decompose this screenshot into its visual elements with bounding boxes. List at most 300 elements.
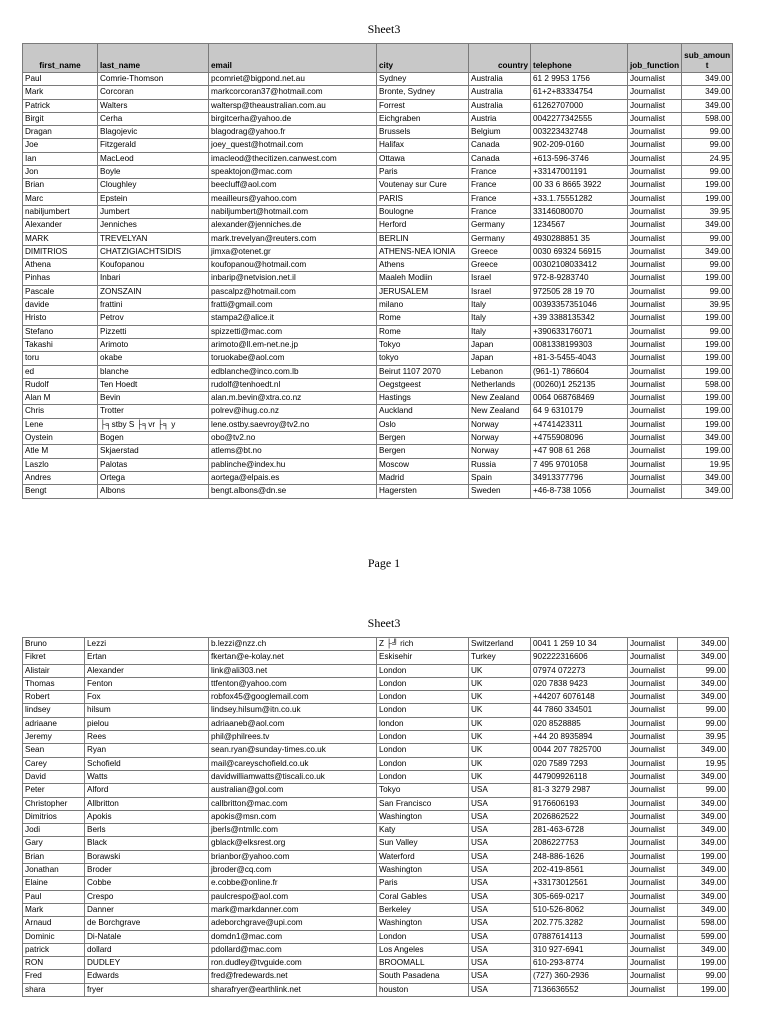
- table-row: [23, 432, 733, 445]
- sub-amount-cell: 598.00: [682, 378, 733, 391]
- email-cell: jbroder@cq.com: [209, 864, 377, 877]
- last-name-cell: Schofield: [85, 757, 209, 770]
- first-name-cell: Bruno: [23, 638, 85, 651]
- job-function-cell: Journalist: [628, 365, 682, 378]
- email-cell: arimoto@ll.em-net.ne.jp: [209, 338, 377, 351]
- table-row: [23, 471, 733, 484]
- table-row: [23, 325, 733, 338]
- last-name-cell: Watts: [85, 770, 209, 783]
- last-name-cell: Borawski: [85, 850, 209, 863]
- first-name-cell: Birgit: [23, 112, 98, 125]
- sub-amount-cell: 598.00: [682, 112, 733, 125]
- table-row: [23, 717, 729, 730]
- job-function-cell: Journalist: [628, 930, 678, 943]
- city-cell: Eichgraben: [377, 112, 469, 125]
- first-name-cell: Carey: [23, 757, 85, 770]
- sub-amount-cell: 349.00: [678, 943, 729, 956]
- job-function-cell: Journalist: [628, 864, 678, 877]
- city-cell: Eskisehir: [377, 651, 469, 664]
- city-cell: Z ├╝ rich: [377, 638, 469, 651]
- last-name-cell: Trotter: [98, 405, 209, 418]
- country-cell: Australia: [469, 86, 531, 99]
- country-cell: Switzerland: [469, 638, 531, 651]
- sub-amount-cell: 199.00: [682, 272, 733, 285]
- first-name-cell: Jodi: [23, 824, 85, 837]
- email-cell: spizzetti@mac.com: [209, 325, 377, 338]
- email-cell: atlems@bt.no: [209, 445, 377, 458]
- table-row: [23, 797, 729, 810]
- table-row: [23, 704, 729, 717]
- last-name-cell: Epstein: [98, 192, 209, 205]
- telephone-cell: 972-8-9283740: [531, 272, 628, 285]
- last-name-cell: Corcoran: [98, 86, 209, 99]
- city-cell: London: [377, 677, 469, 690]
- email-cell: b.lezzi@nzz.ch: [209, 638, 377, 651]
- country-cell: France: [469, 192, 531, 205]
- country-cell: New Zealand: [469, 405, 531, 418]
- sub-amount-cell: 24.95: [682, 152, 733, 165]
- email-cell: speaktojon@mac.com: [209, 166, 377, 179]
- telephone-cell: 61262707000: [531, 99, 628, 112]
- table-row: [23, 352, 733, 365]
- column-header-last-name: last_name: [98, 44, 209, 73]
- job-function-cell: Journalist: [628, 485, 682, 498]
- sub-amount-cell: 349.00: [678, 691, 729, 704]
- email-cell: sharafryer@earthlink.net: [209, 983, 377, 996]
- table-row: [23, 112, 733, 125]
- telephone-cell: 00393357351046: [531, 299, 628, 312]
- country-cell: UK: [469, 677, 531, 690]
- sub-amount-cell: 99.00: [682, 285, 733, 298]
- first-name-cell: ed: [23, 365, 98, 378]
- last-name-cell: Cerha: [98, 112, 209, 125]
- city-cell: BROOMALL: [377, 957, 469, 970]
- email-cell: edblanche@inco.com.lb: [209, 365, 377, 378]
- job-function-cell: Journalist: [628, 471, 682, 484]
- telephone-cell: +44207 6076148: [531, 691, 628, 704]
- country-cell: USA: [469, 917, 531, 930]
- table-row: [23, 917, 729, 930]
- table-row: [23, 232, 733, 245]
- page-number: Page 1: [367, 556, 401, 570]
- email-cell: stampa2@alice.it: [209, 312, 377, 325]
- table-row: [23, 73, 733, 86]
- city-cell: Herford: [377, 219, 469, 232]
- spreadsheet-table-page2: [22, 637, 729, 997]
- first-name-cell: Jon: [23, 166, 98, 179]
- last-name-cell: Di-Natale: [85, 930, 209, 943]
- telephone-cell: +33.1.75551282: [531, 192, 628, 205]
- first-name-cell: Jonathan: [23, 864, 85, 877]
- city-cell: milano: [377, 299, 469, 312]
- email-cell: fred@fredewards.net: [209, 970, 377, 983]
- table-row: [23, 405, 733, 418]
- last-name-cell: Broder: [85, 864, 209, 877]
- sub-amount-cell: 99.00: [682, 232, 733, 245]
- table-row: [23, 166, 733, 179]
- telephone-cell: 7 495 9701058: [531, 458, 628, 471]
- table-row: [23, 824, 729, 837]
- job-function-cell: Journalist: [628, 638, 678, 651]
- column-header-city: city: [377, 44, 469, 73]
- first-name-cell: Dominic: [23, 930, 85, 943]
- last-name-cell: Petrov: [98, 312, 209, 325]
- table-row: [23, 930, 729, 943]
- table-row: [23, 731, 729, 744]
- telephone-cell: +46-8-738 1056: [531, 485, 628, 498]
- email-cell: inbarip@netvision.net.il: [209, 272, 377, 285]
- first-name-cell: Dragan: [23, 126, 98, 139]
- telephone-cell: 07974 072273: [531, 664, 628, 677]
- telephone-cell: 972505 28 19 70: [531, 285, 628, 298]
- sheet-title-2: Sheet3: [367, 616, 401, 630]
- sub-amount-cell: 199.00: [682, 418, 733, 431]
- job-function-cell: Journalist: [628, 917, 678, 930]
- telephone-cell: +39 3388135342: [531, 312, 628, 325]
- job-function-cell: Journalist: [628, 983, 678, 996]
- last-name-cell: Rees: [85, 731, 209, 744]
- job-function-cell: Journalist: [628, 824, 678, 837]
- job-function-cell: Journalist: [628, 86, 682, 99]
- country-cell: Germany: [469, 232, 531, 245]
- last-name-cell: Fox: [85, 691, 209, 704]
- telephone-cell: 0042277342555: [531, 112, 628, 125]
- last-name-cell: Cobbe: [85, 877, 209, 890]
- job-function-cell: Journalist: [628, 903, 678, 916]
- email-cell: pascalpz@hotmail.com: [209, 285, 377, 298]
- country-cell: USA: [469, 903, 531, 916]
- last-name-cell: Fitzgerald: [98, 139, 209, 152]
- city-cell: Athens: [377, 259, 469, 272]
- sub-amount-cell: 599.00: [678, 930, 729, 943]
- job-function-cell: Journalist: [628, 126, 682, 139]
- last-name-cell: Cloughley: [98, 179, 209, 192]
- city-cell: London: [377, 930, 469, 943]
- telephone-cell: 0064 068768469: [531, 392, 628, 405]
- sub-amount-cell: 99.00: [682, 259, 733, 272]
- email-cell: joey_quest@hotmail.com: [209, 139, 377, 152]
- job-function-cell: Journalist: [628, 392, 682, 405]
- city-cell: Paris: [377, 166, 469, 179]
- job-function-cell: Journalist: [628, 325, 682, 338]
- country-cell: UK: [469, 704, 531, 717]
- first-name-cell: RON: [23, 957, 85, 970]
- city-cell: Bergen: [377, 432, 469, 445]
- first-name-cell: Alistair: [23, 664, 85, 677]
- job-function-cell: Journalist: [628, 192, 682, 205]
- job-function-cell: Journalist: [628, 837, 678, 850]
- sub-amount-cell: 99.00: [678, 704, 729, 717]
- email-cell: lene.ostby.saevroy@tv2.no: [209, 418, 377, 431]
- first-name-cell: adriaane: [23, 717, 85, 730]
- sub-amount-cell: 39.95: [682, 205, 733, 218]
- country-cell: Norway: [469, 432, 531, 445]
- first-name-cell: Andres: [23, 471, 98, 484]
- telephone-cell: 2026862522: [531, 810, 628, 823]
- country-cell: Australia: [469, 73, 531, 86]
- email-cell: adriaaneb@aol.com: [209, 717, 377, 730]
- telephone-cell: 0081338199303: [531, 338, 628, 351]
- country-cell: USA: [469, 784, 531, 797]
- country-cell: France: [469, 179, 531, 192]
- job-function-cell: Journalist: [628, 797, 678, 810]
- country-cell: Israel: [469, 285, 531, 298]
- sub-amount-cell: 349.00: [678, 744, 729, 757]
- email-cell: alan.m.bevin@xtra.co.nz: [209, 392, 377, 405]
- country-cell: UK: [469, 664, 531, 677]
- table-row: [23, 392, 733, 405]
- telephone-cell: 2086227753: [531, 837, 628, 850]
- table-row: [23, 219, 733, 232]
- country-cell: UK: [469, 744, 531, 757]
- city-cell: Hagersten: [377, 485, 469, 498]
- sub-amount-cell: 99.00: [678, 717, 729, 730]
- telephone-cell: 34913377796: [531, 471, 628, 484]
- email-cell: bengt.albons@dn.se: [209, 485, 377, 498]
- first-name-cell: Sean: [23, 744, 85, 757]
- city-cell: BERLIN: [377, 232, 469, 245]
- country-cell: USA: [469, 877, 531, 890]
- telephone-cell: 44 7860 334501: [531, 704, 628, 717]
- job-function-cell: Journalist: [628, 232, 682, 245]
- email-cell: markcorcoran37@hotmail.com: [209, 86, 377, 99]
- telephone-cell: +47 908 61 268: [531, 445, 628, 458]
- country-cell: USA: [469, 970, 531, 983]
- sub-amount-cell: 99.00: [682, 126, 733, 139]
- last-name-cell: okabe: [98, 352, 209, 365]
- sub-amount-cell: 349.00: [682, 245, 733, 258]
- first-name-cell: Mark: [23, 903, 85, 916]
- job-function-cell: Journalist: [628, 651, 678, 664]
- telephone-cell: 61+2+83334754: [531, 86, 628, 99]
- email-cell: jberls@ntmllc.com: [209, 824, 377, 837]
- country-cell: USA: [469, 810, 531, 823]
- first-name-cell: Bengt: [23, 485, 98, 498]
- email-cell: pablinche@index.hu: [209, 458, 377, 471]
- table-row: [23, 638, 729, 651]
- last-name-cell: TREVELYAN: [98, 232, 209, 245]
- city-cell: Rome: [377, 325, 469, 338]
- first-name-cell: Rudolf: [23, 378, 98, 391]
- table-row: [23, 192, 733, 205]
- first-name-cell: Peter: [23, 784, 85, 797]
- city-cell: ATHENS-NEA IONIA: [377, 245, 469, 258]
- first-name-cell: Alan M: [23, 392, 98, 405]
- email-cell: mark.trevelyan@reuters.com: [209, 232, 377, 245]
- city-cell: Halifax: [377, 139, 469, 152]
- first-name-cell: Takashi: [23, 338, 98, 351]
- telephone-cell: 305-669-0217: [531, 890, 628, 903]
- sub-amount-cell: 349.00: [678, 810, 729, 823]
- email-cell: e.cobbe@online.fr: [209, 877, 377, 890]
- table-row: [23, 890, 729, 903]
- telephone-cell: 00302108033412: [531, 259, 628, 272]
- telephone-cell: 202-419-8561: [531, 864, 628, 877]
- table-row: [23, 299, 733, 312]
- email-cell: mail@careyschofield.co.uk: [209, 757, 377, 770]
- city-cell: Moscow: [377, 458, 469, 471]
- country-cell: Italy: [469, 325, 531, 338]
- sub-amount-cell: 199.00: [682, 445, 733, 458]
- city-cell: Madrid: [377, 471, 469, 484]
- first-name-cell: Alexander: [23, 219, 98, 232]
- country-cell: Italy: [469, 299, 531, 312]
- last-name-cell: Ertan: [85, 651, 209, 664]
- last-name-cell: ZONSZAIN: [98, 285, 209, 298]
- telephone-cell: (961-1) 786604: [531, 365, 628, 378]
- table-row: [23, 810, 729, 823]
- job-function-cell: Journalist: [628, 352, 682, 365]
- email-cell: ron.dudley@tvguide.com: [209, 957, 377, 970]
- city-cell: houston: [377, 983, 469, 996]
- city-cell: Auckland: [377, 405, 469, 418]
- telephone-cell: 0044 207 7825700: [531, 744, 628, 757]
- telephone-cell: 4930288851 35: [531, 232, 628, 245]
- country-cell: Canada: [469, 152, 531, 165]
- country-cell: Japan: [469, 338, 531, 351]
- sub-amount-cell: 349.00: [678, 677, 729, 690]
- table-row: [23, 418, 733, 431]
- country-cell: USA: [469, 957, 531, 970]
- table-row: [23, 338, 733, 351]
- city-cell: Coral Gables: [377, 890, 469, 903]
- email-cell: birgitcerha@yahoo.de: [209, 112, 377, 125]
- first-name-cell: Elaine: [23, 877, 85, 890]
- last-name-cell: Koufopanou: [98, 259, 209, 272]
- city-cell: Tokyo: [377, 338, 469, 351]
- telephone-cell: 0030 69324 56915: [531, 245, 628, 258]
- job-function-cell: Journalist: [628, 285, 682, 298]
- first-name-cell: Ian: [23, 152, 98, 165]
- last-name-cell: Apokis: [85, 810, 209, 823]
- city-cell: Maaleh Modiin: [377, 272, 469, 285]
- first-name-cell: Christopher: [23, 797, 85, 810]
- telephone-cell: 902-209-0160: [531, 139, 628, 152]
- table-row: [23, 770, 729, 783]
- table-row: [23, 99, 733, 112]
- job-function-cell: Journalist: [628, 757, 678, 770]
- first-name-cell: Paul: [23, 890, 85, 903]
- job-function-cell: Journalist: [628, 957, 678, 970]
- sub-amount-cell: 199.00: [682, 365, 733, 378]
- email-cell: davidwilliamwatts@tiscali.co.uk: [209, 770, 377, 783]
- country-cell: USA: [469, 890, 531, 903]
- last-name-cell: Pizzetti: [98, 325, 209, 338]
- table-row: [23, 970, 729, 983]
- first-name-cell: Paul: [23, 73, 98, 86]
- job-function-cell: Journalist: [628, 405, 682, 418]
- city-cell: Forrest: [377, 99, 469, 112]
- last-name-cell: Fenton: [85, 677, 209, 690]
- column-header-country: country: [469, 44, 531, 73]
- last-name-cell: Albons: [98, 485, 209, 498]
- last-name-cell: Lezzi: [85, 638, 209, 651]
- city-cell: tokyo: [377, 352, 469, 365]
- telephone-cell: +4755908096: [531, 432, 628, 445]
- email-cell: lindsey.hilsum@itn.co.uk: [209, 704, 377, 717]
- last-name-cell: Alexander: [85, 664, 209, 677]
- city-cell: Rome: [377, 312, 469, 325]
- first-name-cell: Brian: [23, 850, 85, 863]
- job-function-cell: Journalist: [628, 112, 682, 125]
- table-row: [23, 957, 729, 970]
- last-name-cell: frattini: [98, 299, 209, 312]
- job-function-cell: Journalist: [628, 458, 682, 471]
- telephone-cell: +44 20 8935894: [531, 731, 628, 744]
- job-function-cell: Journalist: [628, 784, 678, 797]
- table-row: [23, 757, 729, 770]
- last-name-cell: DUDLEY: [85, 957, 209, 970]
- table-row: [23, 651, 729, 664]
- country-cell: USA: [469, 850, 531, 863]
- country-cell: New Zealand: [469, 392, 531, 405]
- telephone-cell: 9176606193: [531, 797, 628, 810]
- job-function-cell: Journalist: [628, 445, 682, 458]
- first-name-cell: DIMITRIOS: [23, 245, 98, 258]
- email-cell: rudolf@tenhoedt.nl: [209, 378, 377, 391]
- sub-amount-cell: 199.00: [682, 179, 733, 192]
- email-cell: toruokabe@aol.com: [209, 352, 377, 365]
- last-name-cell: Edwards: [85, 970, 209, 983]
- email-cell: pcomriet@bigpond.net.au: [209, 73, 377, 86]
- sub-amount-cell: 349.00: [678, 890, 729, 903]
- country-cell: Spain: [469, 471, 531, 484]
- telephone-cell: 0041 1 259 10 34: [531, 638, 628, 651]
- table-row: [23, 445, 733, 458]
- first-name-cell: nabiljumbert: [23, 205, 98, 218]
- country-cell: Lebanon: [469, 365, 531, 378]
- job-function-cell: Journalist: [628, 731, 678, 744]
- last-name-cell: MacLeod: [98, 152, 209, 165]
- city-cell: Paris: [377, 877, 469, 890]
- email-cell: brianbor@yahoo.com: [209, 850, 377, 863]
- country-cell: UK: [469, 731, 531, 744]
- last-name-cell: Ryan: [85, 744, 209, 757]
- first-name-cell: Arnaud: [23, 917, 85, 930]
- telephone-cell: 447909926118: [531, 770, 628, 783]
- country-cell: UK: [469, 757, 531, 770]
- telephone-cell: 020 7838 9423: [531, 677, 628, 690]
- first-name-cell: Stefano: [23, 325, 98, 338]
- city-cell: South Pasadena: [377, 970, 469, 983]
- last-name-cell: Boyle: [98, 166, 209, 179]
- email-cell: fkertan@e-kolay.net: [209, 651, 377, 664]
- city-cell: PARIS: [377, 192, 469, 205]
- job-function-cell: Journalist: [628, 219, 682, 232]
- column-header-email: email: [209, 44, 377, 73]
- telephone-cell: 202.775.3282: [531, 917, 628, 930]
- city-cell: Sydney: [377, 73, 469, 86]
- city-cell: Oegstgeest: [377, 378, 469, 391]
- city-cell: Berkeley: [377, 903, 469, 916]
- email-cell: australian@gol.com: [209, 784, 377, 797]
- first-name-cell: Fred: [23, 970, 85, 983]
- telephone-cell: 33146080070: [531, 205, 628, 218]
- country-cell: USA: [469, 943, 531, 956]
- first-name-cell: Brian: [23, 179, 98, 192]
- country-cell: Israel: [469, 272, 531, 285]
- city-cell: Bergen: [377, 445, 469, 458]
- city-cell: Bronte, Sydney: [377, 86, 469, 99]
- last-name-cell: Inbari: [98, 272, 209, 285]
- job-function-cell: Journalist: [628, 205, 682, 218]
- email-cell: koufopanou@hotmail.com: [209, 259, 377, 272]
- last-name-cell: Arimoto: [98, 338, 209, 351]
- email-cell: robfox45@googlemail.com: [209, 691, 377, 704]
- city-cell: Boulogne: [377, 205, 469, 218]
- city-cell: Tokyo: [377, 784, 469, 797]
- telephone-cell: +33173012561: [531, 877, 628, 890]
